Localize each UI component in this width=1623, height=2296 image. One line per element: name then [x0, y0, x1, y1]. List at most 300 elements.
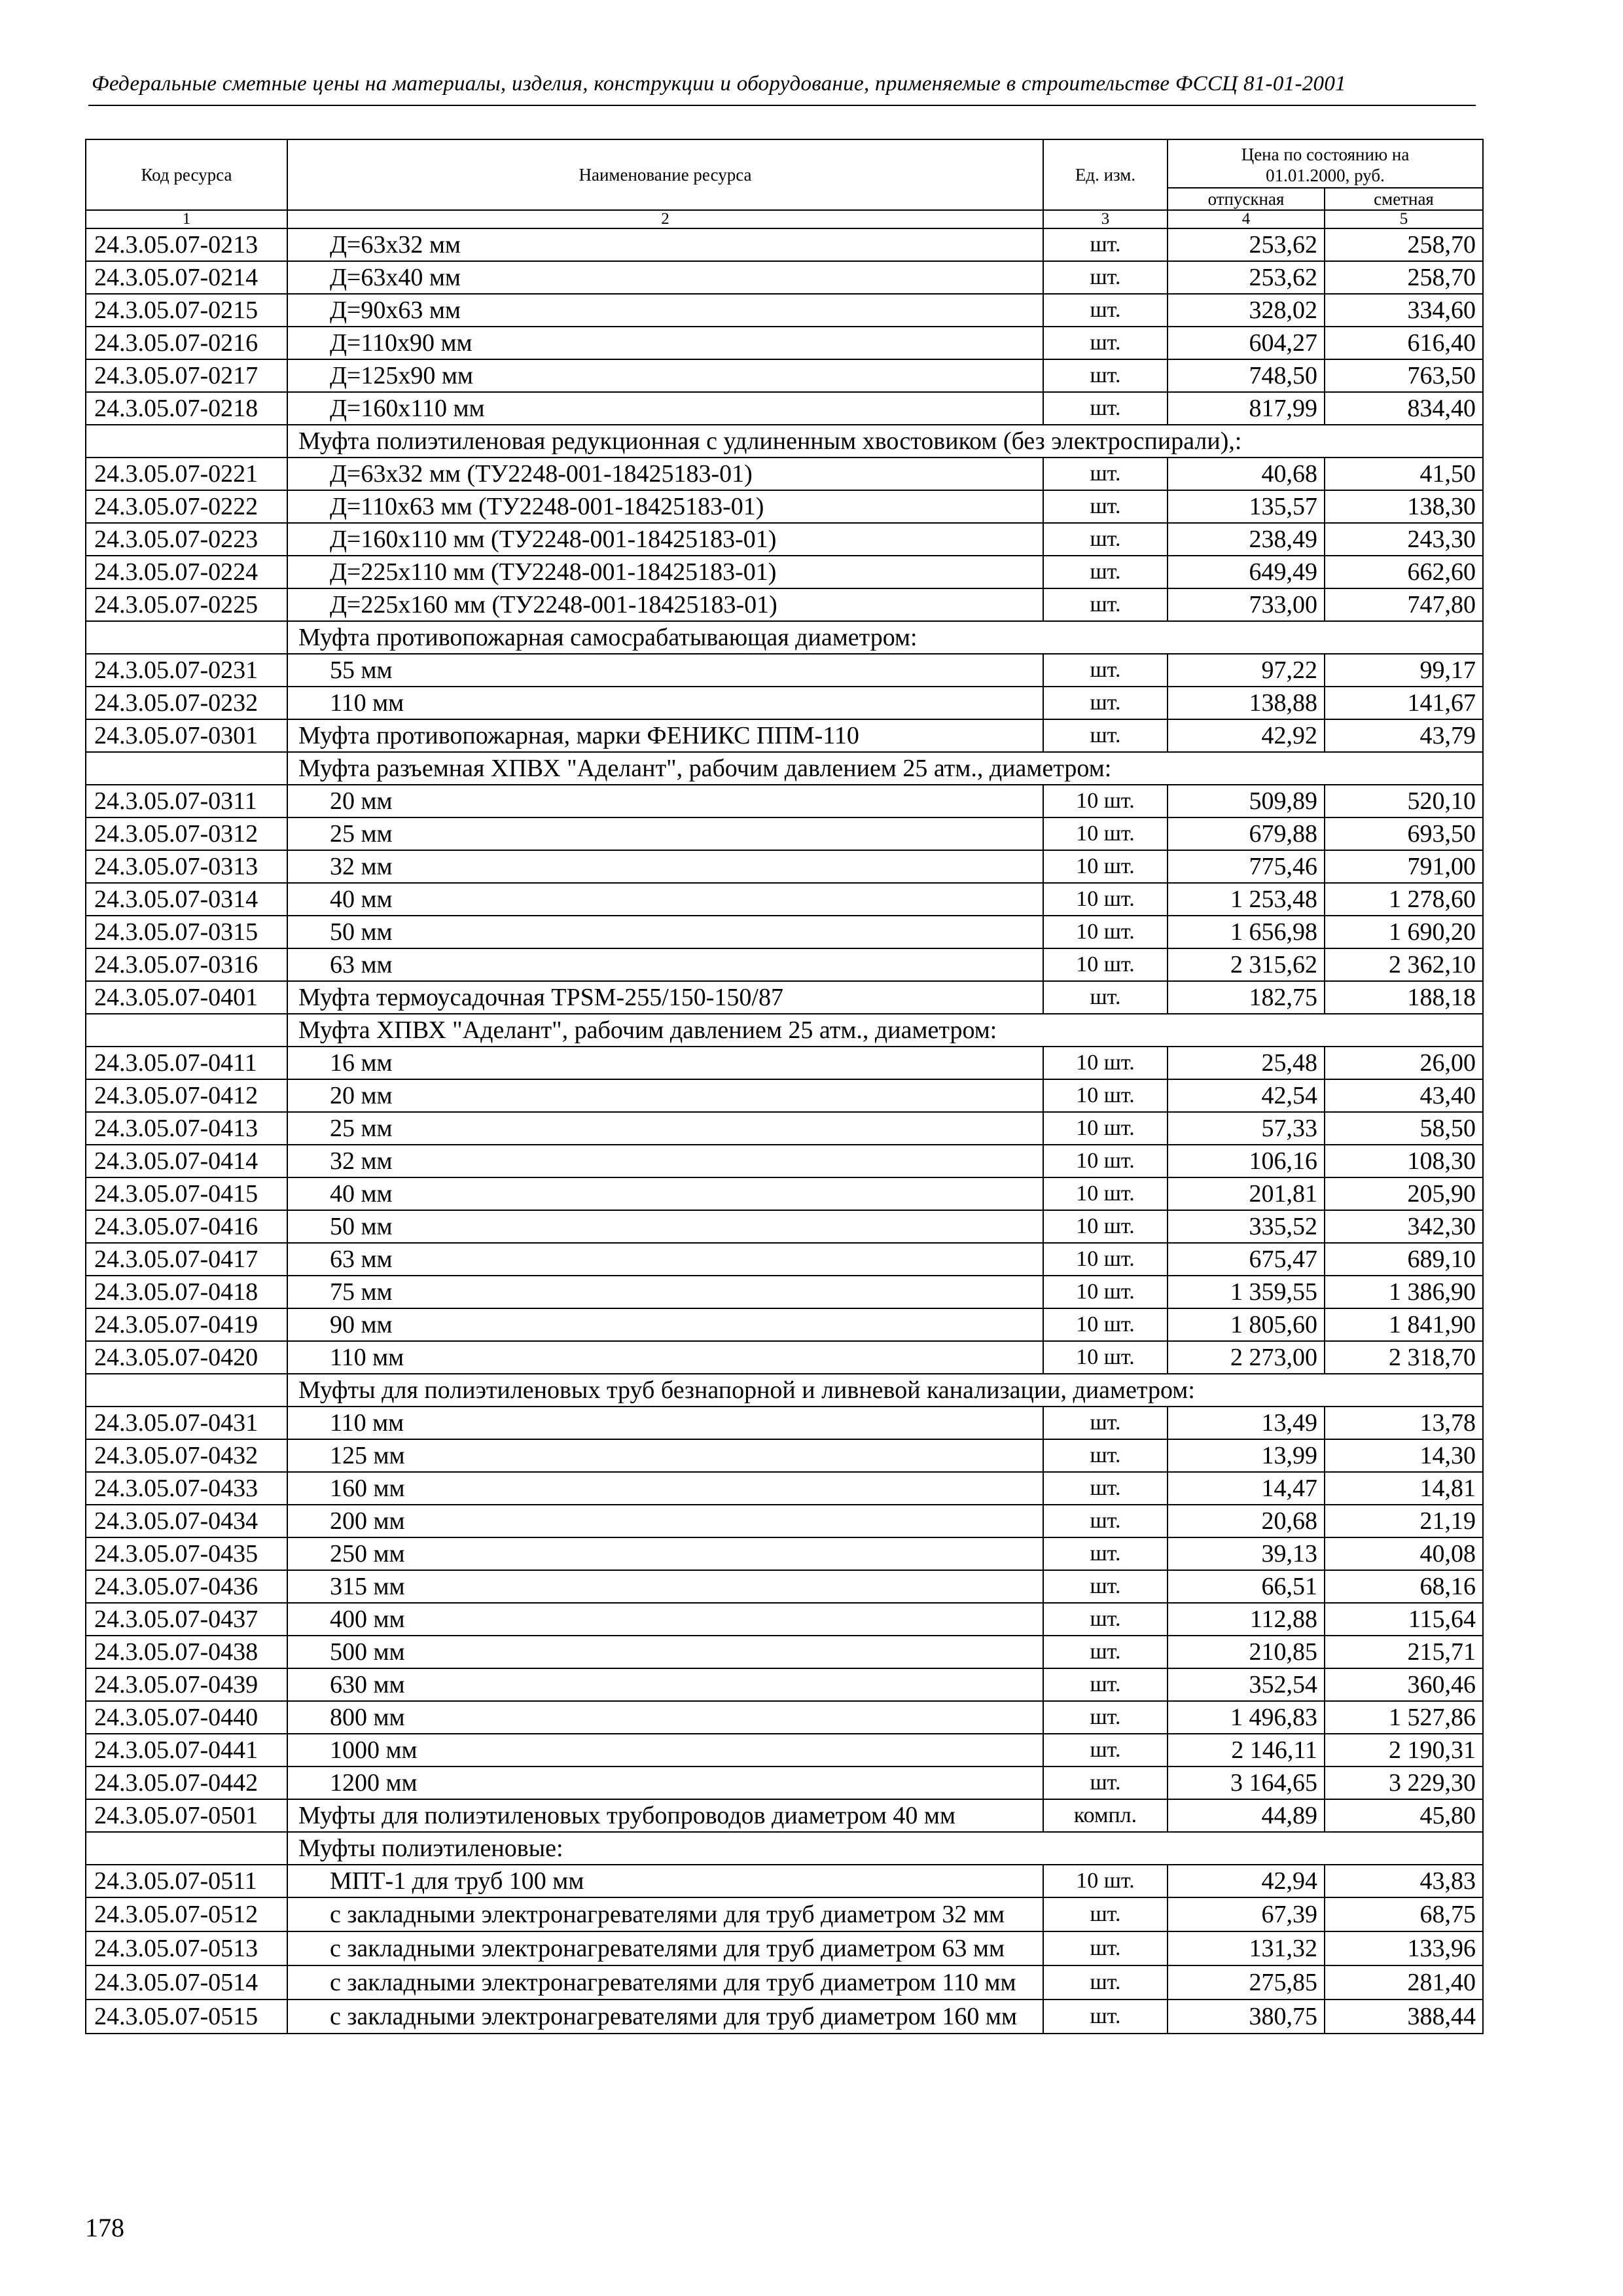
estimate-price: 243,30 [1325, 523, 1483, 556]
unit-of-measure: шт. [1043, 490, 1168, 523]
estimate-price: 2 190,31 [1325, 1734, 1483, 1767]
table-row [86, 1439, 1483, 1472]
resource-code: 24.3.05.07-0217 [86, 359, 287, 392]
unit-of-measure: шт. [1043, 1767, 1168, 1799]
unit-of-measure: 10 шт. [1043, 1865, 1168, 1897]
resource-name: с закладными электронагревателями для труб диаметром 63 мм [287, 1931, 1043, 1965]
release-price: 40,68 [1168, 457, 1325, 490]
estimate-price: 14,30 [1325, 1439, 1483, 1472]
resource-name: МПТ-1 для труб 100 мм [287, 1865, 1043, 1897]
release-price: 1 359,55 [1168, 1276, 1325, 1308]
estimate-price: 662,60 [1325, 556, 1483, 588]
price-table [85, 139, 1484, 2034]
release-price: 253,62 [1168, 261, 1325, 294]
unit-of-measure: шт. [1043, 261, 1168, 294]
release-price: 2 315,62 [1168, 948, 1325, 981]
resource-code: 24.3.05.07-0215 [86, 294, 287, 327]
resource-code: 24.3.05.07-0435 [86, 1537, 287, 1570]
section-code-cell [86, 1014, 287, 1047]
resource-code: 24.3.05.07-0223 [86, 523, 287, 556]
release-price: 748,50 [1168, 359, 1325, 392]
estimate-price: 258,70 [1325, 261, 1483, 294]
unit-of-measure: 10 шт. [1043, 850, 1168, 883]
resource-name: 63 мм [287, 948, 1043, 981]
section-row [86, 621, 1483, 654]
estimate-price: 3 229,30 [1325, 1767, 1483, 1799]
table-row [86, 1931, 1483, 1965]
table-body [86, 228, 1483, 2034]
resource-code: 24.3.05.07-0314 [86, 883, 287, 916]
table-row [86, 1603, 1483, 1636]
unit-of-measure: 10 шт. [1043, 1276, 1168, 1308]
table-row [86, 1308, 1483, 1341]
estimate-price: 334,60 [1325, 294, 1483, 327]
estimate-price: 43,79 [1325, 719, 1483, 752]
table-row [86, 1767, 1483, 1799]
estimate-price: 205,90 [1325, 1177, 1483, 1210]
release-price: 42,54 [1168, 1079, 1325, 1112]
estimate-price: 616,40 [1325, 327, 1483, 359]
table-row [86, 981, 1483, 1014]
resource-code: 24.3.05.07-0411 [86, 1047, 287, 1079]
resource-name: 40 мм [287, 883, 1043, 916]
unit-of-measure: 10 шт. [1043, 1079, 1168, 1112]
section-title: Муфты для полиэтиленовых труб безнапорной и ливневой канализации, диаметром: [287, 1374, 1483, 1407]
release-price: 97,22 [1168, 654, 1325, 687]
table-row [86, 588, 1483, 621]
release-price: 352,54 [1168, 1668, 1325, 1701]
estimate-price: 40,08 [1325, 1537, 1483, 1570]
resource-code: 24.3.05.07-0501 [86, 1799, 287, 1832]
release-price: 1 656,98 [1168, 916, 1325, 948]
estimate-price: 2 318,70 [1325, 1341, 1483, 1374]
table-row [86, 1210, 1483, 1243]
estimate-price: 2 362,10 [1325, 948, 1483, 981]
unit-of-measure: шт. [1043, 556, 1168, 588]
column-number: 2 [287, 210, 1043, 228]
resource-name: Муфта термоусадочная TPSM-255/150-150/87 [287, 981, 1043, 1014]
resource-code: 24.3.05.07-0419 [86, 1308, 287, 1341]
running-header: Федеральные сметные цены на материалы, изделия, конструкции и оборудование, применяемые в строительстве ФССЦ 81-01-2001 [92, 72, 1346, 96]
estimate-price: 388,44 [1325, 2000, 1483, 2034]
release-price: 14,47 [1168, 1472, 1325, 1505]
release-price: 25,48 [1168, 1047, 1325, 1079]
section-title: Муфта полиэтиленовая редукционная с удлиненным хвостовиком (без электроспирали),: [287, 425, 1483, 457]
estimate-price: 26,00 [1325, 1047, 1483, 1079]
resource-name: 110 мм [287, 687, 1043, 719]
resource-code: 24.3.05.07-0311 [86, 785, 287, 817]
resource-code: 24.3.05.07-0213 [86, 228, 287, 261]
release-price: 13,99 [1168, 1439, 1325, 1472]
table-row [86, 817, 1483, 850]
table-row [86, 916, 1483, 948]
unit-of-measure: 10 шт. [1043, 1112, 1168, 1145]
resource-code: 24.3.05.07-0231 [86, 654, 287, 687]
estimate-price: 141,67 [1325, 687, 1483, 719]
unit-of-measure: компл. [1043, 1799, 1168, 1832]
table-row [86, 1505, 1483, 1537]
estimate-price: 115,64 [1325, 1603, 1483, 1636]
resource-code: 24.3.05.07-0514 [86, 1965, 287, 2000]
header-rule [88, 105, 1476, 106]
release-price: 380,75 [1168, 2000, 1325, 2034]
estimate-price: 1 278,60 [1325, 883, 1483, 916]
estimate-price: 693,50 [1325, 817, 1483, 850]
resource-name: Д=63х32 мм [287, 228, 1043, 261]
resource-name: Муфта противопожарная, марки ФЕНИКС ППМ-110 [287, 719, 1043, 752]
section-row [86, 1014, 1483, 1047]
resource-code: 24.3.05.07-0312 [86, 817, 287, 850]
estimate-price: 58,50 [1325, 1112, 1483, 1145]
resource-name: 63 мм [287, 1243, 1043, 1276]
unit-of-measure: шт. [1043, 1701, 1168, 1734]
table-row [86, 294, 1483, 327]
resource-code: 24.3.05.07-0515 [86, 2000, 287, 2034]
table-row [86, 1079, 1483, 1112]
resource-name: 25 мм [287, 1112, 1043, 1145]
unit-of-measure: 10 шт. [1043, 1177, 1168, 1210]
resource-code: 24.3.05.07-0417 [86, 1243, 287, 1276]
unit-of-measure: 10 шт. [1043, 1047, 1168, 1079]
release-price: 135,57 [1168, 490, 1325, 523]
release-price: 66,51 [1168, 1570, 1325, 1603]
table-row [86, 1537, 1483, 1570]
column-number: 1 [86, 210, 287, 228]
resource-code: 24.3.05.07-0432 [86, 1439, 287, 1472]
resource-name: 1000 мм [287, 1734, 1043, 1767]
resource-name: Д=225х110 мм (ТУ2248-001-18425183-01) [287, 556, 1043, 588]
release-price: 1 805,60 [1168, 1308, 1325, 1341]
table-row [86, 392, 1483, 425]
release-price: 3 164,65 [1168, 1767, 1325, 1799]
estimate-price: 68,16 [1325, 1570, 1483, 1603]
page-number: 178 [85, 2213, 124, 2242]
header-row-1 [86, 139, 1483, 188]
resource-code: 24.3.05.07-0401 [86, 981, 287, 1014]
resource-code: 24.3.05.07-0221 [86, 457, 287, 490]
resource-name: 1200 мм [287, 1767, 1043, 1799]
estimate-price: 108,30 [1325, 1145, 1483, 1177]
column-header-estimate: сметная [1325, 188, 1483, 210]
release-price: 2 273,00 [1168, 1341, 1325, 1374]
resource-name: Д=63х32 мм (ТУ2248-001-18425183-01) [287, 457, 1043, 490]
resource-name: Д=125х90 мм [287, 359, 1043, 392]
estimate-price: 1 841,90 [1325, 1308, 1483, 1341]
table-row [86, 1243, 1483, 1276]
column-header-code: Код ресурса [86, 139, 287, 210]
estimate-price: 14,81 [1325, 1472, 1483, 1505]
resource-name: 16 мм [287, 1047, 1043, 1079]
resource-name: Д=225х160 мм (ТУ2248-001-18425183-01) [287, 588, 1043, 621]
unit-of-measure: шт. [1043, 1931, 1168, 1965]
section-row [86, 1832, 1483, 1865]
estimate-price: 1 386,90 [1325, 1276, 1483, 1308]
column-number: 5 [1325, 210, 1483, 228]
column-number: 3 [1043, 210, 1168, 228]
resource-name: 800 мм [287, 1701, 1043, 1734]
resource-name: 315 мм [287, 1570, 1043, 1603]
estimate-price: 834,40 [1325, 392, 1483, 425]
unit-of-measure: 10 шт. [1043, 1243, 1168, 1276]
table-row [86, 261, 1483, 294]
resource-name: 20 мм [287, 1079, 1043, 1112]
resource-code: 24.3.05.07-0513 [86, 1931, 287, 1965]
estimate-price: 1 690,20 [1325, 916, 1483, 948]
unit-of-measure: 10 шт. [1043, 1145, 1168, 1177]
table-row [86, 1341, 1483, 1374]
resource-name: 50 мм [287, 916, 1043, 948]
table-row [86, 883, 1483, 916]
resource-name: с закладными электронагревателями для труб диаметром 110 мм [287, 1965, 1043, 2000]
table-row [86, 948, 1483, 981]
release-price: 13,49 [1168, 1407, 1325, 1439]
resource-name: Д=63х40 мм [287, 261, 1043, 294]
release-price: 509,89 [1168, 785, 1325, 817]
resource-code: 24.3.05.07-0431 [86, 1407, 287, 1439]
resource-code: 24.3.05.07-0222 [86, 490, 287, 523]
resource-name: с закладными электронагревателями для труб диаметром 160 мм [287, 2000, 1043, 2034]
release-price: 112,88 [1168, 1603, 1325, 1636]
estimate-price: 342,30 [1325, 1210, 1483, 1243]
table-row [86, 654, 1483, 687]
estimate-price: 133,96 [1325, 1931, 1483, 1965]
resource-name: Д=110х90 мм [287, 327, 1043, 359]
resource-code: 24.3.05.07-0414 [86, 1145, 287, 1177]
unit-of-measure: шт. [1043, 1407, 1168, 1439]
release-price: 1 253,48 [1168, 883, 1325, 916]
release-price: 2 146,11 [1168, 1734, 1325, 1767]
table-row [86, 2000, 1483, 2034]
table-row [86, 1799, 1483, 1832]
resource-name: 500 мм [287, 1636, 1043, 1668]
resource-code: 24.3.05.07-0437 [86, 1603, 287, 1636]
release-price: 42,94 [1168, 1865, 1325, 1897]
resource-code: 24.3.05.07-0301 [86, 719, 287, 752]
unit-of-measure: шт. [1043, 981, 1168, 1014]
estimate-price: 1 527,86 [1325, 1701, 1483, 1734]
unit-of-measure: 10 шт. [1043, 916, 1168, 948]
table-row [86, 1472, 1483, 1505]
unit-of-measure: шт. [1043, 392, 1168, 425]
estimate-price: 43,83 [1325, 1865, 1483, 1897]
resource-code: 24.3.05.07-0442 [86, 1767, 287, 1799]
resource-code: 24.3.05.07-0438 [86, 1636, 287, 1668]
release-price: 20,68 [1168, 1505, 1325, 1537]
estimate-price: 45,80 [1325, 1799, 1483, 1832]
estimate-price: 689,10 [1325, 1243, 1483, 1276]
table-row [86, 1636, 1483, 1668]
unit-of-measure: шт. [1043, 327, 1168, 359]
resource-name: Д=160х110 мм [287, 392, 1043, 425]
table-row [86, 457, 1483, 490]
unit-of-measure: 10 шт. [1043, 948, 1168, 981]
table-row [86, 1112, 1483, 1145]
estimate-price: 41,50 [1325, 457, 1483, 490]
unit-of-measure: 10 шт. [1043, 1341, 1168, 1374]
resource-name: 20 мм [287, 785, 1043, 817]
table-row [86, 1177, 1483, 1210]
unit-of-measure: шт. [1043, 523, 1168, 556]
column-number: 4 [1168, 210, 1325, 228]
unit-of-measure: шт. [1043, 719, 1168, 752]
estimate-price: 188,18 [1325, 981, 1483, 1014]
table-row [86, 1145, 1483, 1177]
estimate-price: 215,71 [1325, 1636, 1483, 1668]
column-header-name: Наименование ресурса [287, 139, 1043, 210]
resource-code: 24.3.05.07-0214 [86, 261, 287, 294]
table-row [86, 490, 1483, 523]
estimate-price: 360,46 [1325, 1668, 1483, 1701]
unit-of-measure: шт. [1043, 2000, 1168, 2034]
section-title: Муфта противопожарная самосрабатывающая диаметром: [287, 621, 1483, 654]
unit-of-measure: шт. [1043, 1734, 1168, 1767]
section-row [86, 425, 1483, 457]
resource-name: 125 мм [287, 1439, 1043, 1472]
table-row [86, 556, 1483, 588]
unit-of-measure: шт. [1043, 1505, 1168, 1537]
section-code-cell [86, 1374, 287, 1407]
section-title: Муфта ХПВХ "Аделант", рабочим давлением 25 атм., диаметром: [287, 1014, 1483, 1047]
release-price: 604,27 [1168, 327, 1325, 359]
table-row [86, 1701, 1483, 1734]
unit-of-measure: 10 шт. [1043, 785, 1168, 817]
resource-name: 40 мм [287, 1177, 1043, 1210]
release-price: 675,47 [1168, 1243, 1325, 1276]
estimate-price: 43,40 [1325, 1079, 1483, 1112]
resource-name: 75 мм [287, 1276, 1043, 1308]
unit-of-measure: шт. [1043, 1897, 1168, 1931]
resource-name: 110 мм [287, 1407, 1043, 1439]
table-row [86, 687, 1483, 719]
unit-of-measure: шт. [1043, 1668, 1168, 1701]
resource-name: Д=90х63 мм [287, 294, 1043, 327]
resource-code: 24.3.05.07-0413 [86, 1112, 287, 1145]
resource-name: 32 мм [287, 850, 1043, 883]
estimate-price: 281,40 [1325, 1965, 1483, 2000]
table-row [86, 719, 1483, 752]
unit-of-measure: шт. [1043, 1636, 1168, 1668]
table-row [86, 1865, 1483, 1897]
unit-of-measure: шт. [1043, 457, 1168, 490]
resource-code: 24.3.05.07-0436 [86, 1570, 287, 1603]
section-title: Муфты полиэтиленовые: [287, 1832, 1483, 1865]
release-price: 106,16 [1168, 1145, 1325, 1177]
table-row [86, 1276, 1483, 1308]
release-price: 131,32 [1168, 1931, 1325, 1965]
release-price: 42,92 [1168, 719, 1325, 752]
table-row [86, 1668, 1483, 1701]
unit-of-measure: шт. [1043, 1570, 1168, 1603]
resource-code: 24.3.05.07-0224 [86, 556, 287, 588]
resource-name: 55 мм [287, 654, 1043, 687]
resource-name: Д=110х63 мм (ТУ2248-001-18425183-01) [287, 490, 1043, 523]
table-row [86, 1734, 1483, 1767]
release-price: 275,85 [1168, 1965, 1325, 2000]
unit-of-measure: шт. [1043, 1537, 1168, 1570]
resource-code: 24.3.05.07-0412 [86, 1079, 287, 1112]
resource-code: 24.3.05.07-0420 [86, 1341, 287, 1374]
section-row [86, 1374, 1483, 1407]
release-price: 67,39 [1168, 1897, 1325, 1931]
estimate-price: 138,30 [1325, 490, 1483, 523]
resource-code: 24.3.05.07-0232 [86, 687, 287, 719]
section-code-cell [86, 752, 287, 785]
resource-code: 24.3.05.07-0315 [86, 916, 287, 948]
release-price: 1 496,83 [1168, 1701, 1325, 1734]
resource-name: 90 мм [287, 1308, 1043, 1341]
unit-of-measure: шт. [1043, 294, 1168, 327]
table-row [86, 1570, 1483, 1603]
release-price: 44,89 [1168, 1799, 1325, 1832]
unit-of-measure: шт. [1043, 1472, 1168, 1505]
resource-code: 24.3.05.07-0511 [86, 1865, 287, 1897]
resource-code: 24.3.05.07-0415 [86, 1177, 287, 1210]
estimate-price: 13,78 [1325, 1407, 1483, 1439]
resource-code: 24.3.05.07-0216 [86, 327, 287, 359]
unit-of-measure: шт. [1043, 1965, 1168, 2000]
table-row [86, 359, 1483, 392]
resource-name: 160 мм [287, 1472, 1043, 1505]
resource-code: 24.3.05.07-0512 [86, 1897, 287, 1931]
release-price: 57,33 [1168, 1112, 1325, 1145]
release-price: 775,46 [1168, 850, 1325, 883]
unit-of-measure: 10 шт. [1043, 883, 1168, 916]
release-price: 182,75 [1168, 981, 1325, 1014]
release-price: 39,13 [1168, 1537, 1325, 1570]
release-price: 335,52 [1168, 1210, 1325, 1243]
release-price: 138,88 [1168, 687, 1325, 719]
unit-of-measure: 10 шт. [1043, 817, 1168, 850]
estimate-price: 258,70 [1325, 228, 1483, 261]
release-price: 679,88 [1168, 817, 1325, 850]
section-code-cell [86, 1832, 287, 1865]
table-row [86, 1047, 1483, 1079]
resource-code: 24.3.05.07-0418 [86, 1276, 287, 1308]
column-number-row [86, 210, 1483, 228]
estimate-price: 520,10 [1325, 785, 1483, 817]
unit-of-measure: шт. [1043, 588, 1168, 621]
section-code-cell [86, 425, 287, 457]
table-row [86, 228, 1483, 261]
release-price: 253,62 [1168, 228, 1325, 261]
resource-name: 32 мм [287, 1145, 1043, 1177]
unit-of-measure: шт. [1043, 687, 1168, 719]
estimate-price: 747,80 [1325, 588, 1483, 621]
unit-of-measure: шт. [1043, 228, 1168, 261]
release-price: 201,81 [1168, 1177, 1325, 1210]
table-row [86, 1965, 1483, 2000]
section-code-cell [86, 621, 287, 654]
table-row [86, 1897, 1483, 1931]
resource-code: 24.3.05.07-0440 [86, 1701, 287, 1734]
resource-code: 24.3.05.07-0434 [86, 1505, 287, 1537]
estimate-price: 21,19 [1325, 1505, 1483, 1537]
resource-name: Д=160х110 мм (ТУ2248-001-18425183-01) [287, 523, 1043, 556]
table-row [86, 850, 1483, 883]
resource-name: Муфты для полиэтиленовых трубопроводов диаметром 40 мм [287, 1799, 1043, 1832]
release-price: 238,49 [1168, 523, 1325, 556]
resource-name: 400 мм [287, 1603, 1043, 1636]
resource-code: 24.3.05.07-0441 [86, 1734, 287, 1767]
resource-name: 25 мм [287, 817, 1043, 850]
resource-name: 110 мм [287, 1341, 1043, 1374]
resource-code: 24.3.05.07-0313 [86, 850, 287, 883]
section-row [86, 752, 1483, 785]
resource-name: 250 мм [287, 1537, 1043, 1570]
resource-code: 24.3.05.07-0225 [86, 588, 287, 621]
resource-code: 24.3.05.07-0316 [86, 948, 287, 981]
unit-of-measure: шт. [1043, 654, 1168, 687]
